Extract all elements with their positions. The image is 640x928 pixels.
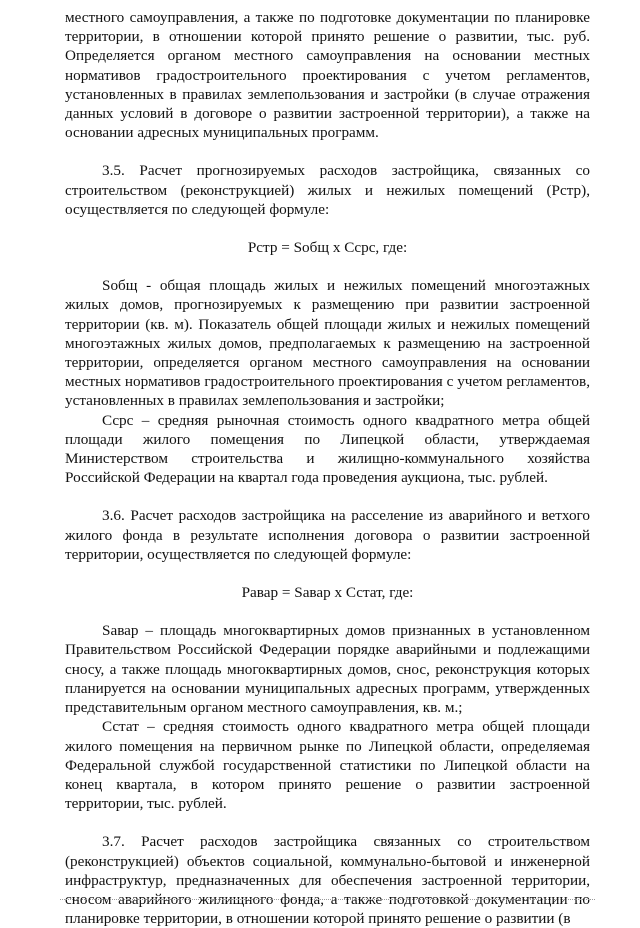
document-page xyxy=(65,8,590,928)
paragraph-3-7: 3.7. Расчет расходов застройщика связанных со строительством (реконструкцией) объектов социальной, коммунально-бытовой и инженерной инфраструктур, предназначенных для обеспечения застроенной территории, сносом аварийного жилищного фонда, а также подготовкой документации по планировке территории, в отношении которой принято решение о развитии (в xyxy=(65,833,590,928)
paragraph-3-5: 3.5. Расчет прогнозируемых расходов застройщика, связанных со строительством (реконструкцией) жилых и нежилых помещений (Рстр), осуществляется по следующей формуле: xyxy=(65,162,590,218)
definition-ssrs: Ссрс – средняя рыночная стоимость одного квадратного метра общей площади жилого помещения по Липецкой области, утверждаемая Министерством строительства и жилищно-коммунального хозяйства Российской Федерации на квартал года проведения аукциона, тыс. рублей. xyxy=(65,411,590,487)
paragraph-3-6: 3.6. Расчет расходов застройщика на расселение из аварийного и ветхого жилого фонда в результате исполнения договора о развитии застроенной территории, осуществляется по следующей формуле: xyxy=(65,507,590,563)
definition-sstat: Сстат – средняя стоимость одного квадратного метра общей площади жилого помещения на первичном рынке по Липецкой области, определяемая Федеральной службой государственной статистики по Липецкой области на конец квартала, в котором принято решение о развитии застроенной территории, тыс. рублей. xyxy=(65,718,590,813)
page-bottom-edge xyxy=(60,899,595,900)
paragraph-continued: местного самоуправления, а также по подготовке документации по планировке территории, в отношении которой принято решение о развитии, тыс. руб. Определяется органом местного самоуправления на основании местных нормативов градостроительного проектирования с учетом регламентов, установленных в правилах землепользования и застройки (в случае отражения данных условий в договоре о развитии застроенной территории), а также на основании адресных муниципальных программ. xyxy=(65,9,590,142)
formula-ravar: Равар = Sавар х Сстат, где: xyxy=(241,584,414,602)
definition-savar: Sавар – площадь многоквартирных домов признанных в установленном Правительством Российской Федерации порядке аварийными и подлежащими сносу, а также площадь многоквартирных домов, снос, реконструкция которых планируется на основании муниципальных адресных программ, утвержденных представительным органом местного самоуправления, кв. м.; xyxy=(65,622,590,717)
formula-rstr: Рстр = Sобщ х Сcрс, где: xyxy=(247,239,408,257)
definition-sobsch: Sобщ - общая площадь жилых и нежилых помещений многоэтажных жилых домов, прогнозируемых к размещению при развитии застроенной территории (кв. м). Показатель общей площади жилых и нежилых помещений многоэтажных жилых домов, предполагаемых к размещению на застроенной территории, определяется органом местного самоуправления на основании местных нормативов градостроительного проектирования с учетом регламентов, установленных в правилах землепользования и застройки; xyxy=(65,277,590,410)
